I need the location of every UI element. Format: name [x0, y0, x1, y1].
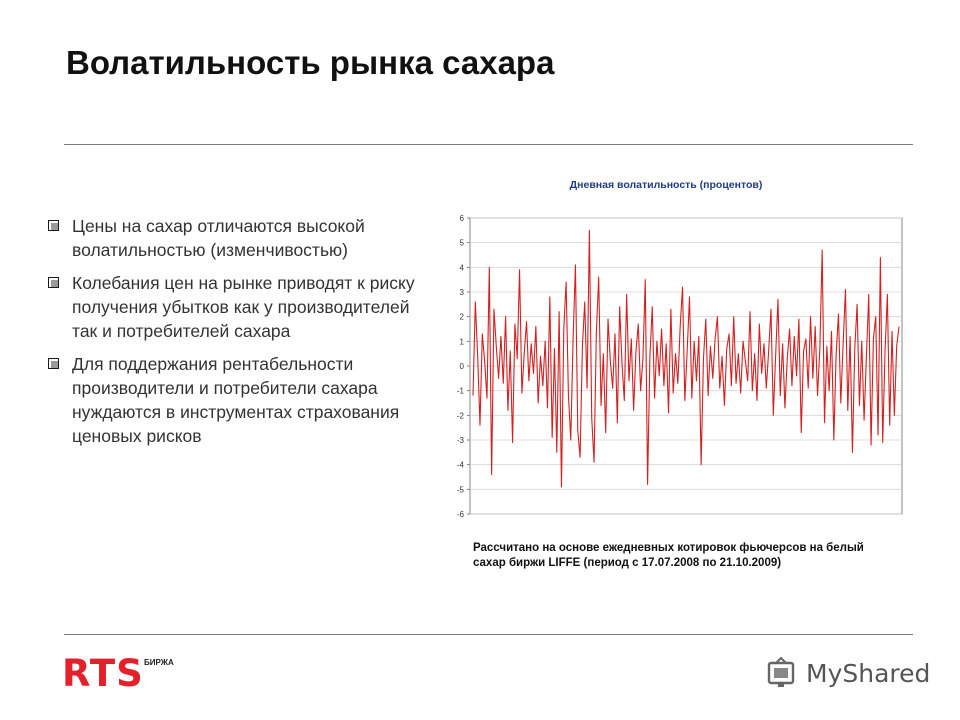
y-tick-label: -4	[456, 460, 464, 470]
y-tick-label: 5	[459, 238, 464, 248]
checkbox-bullet-icon	[48, 358, 59, 369]
list-item	[46, 214, 426, 262]
y-tick-label: 6	[459, 214, 464, 223]
y-tick-label: 3	[459, 288, 464, 297]
rts-logo-text: RTS	[62, 652, 144, 695]
myshared-logo-icon	[766, 657, 800, 691]
y-tick-label: -1	[456, 386, 464, 396]
rts-logo-subtitle: БИРЖА	[144, 658, 174, 667]
checkbox-bullet-icon	[48, 277, 59, 288]
rts-logo	[62, 652, 192, 695]
source-note: Рассчитано на основе ежедневных котировок фьючерсов на белый сахар биржи LIFFE (период с 17.07.2008 по 21.10.2009)	[473, 542, 864, 569]
chart-title: Дневная волатильность (процентов)	[569, 179, 763, 191]
page-title: Волатильность рынка сахара	[66, 44, 555, 81]
list-item	[46, 271, 426, 343]
y-tick-label: 2	[459, 312, 464, 322]
y-tick-label: 4	[459, 263, 464, 273]
bullet-text: Колебания цен на рынке приводят к риску получения убытков как у производителей так и потребителей сахара	[72, 273, 415, 341]
checkbox-bullet-icon	[48, 220, 59, 231]
bullet-list	[46, 214, 426, 457]
myshared-logo	[766, 655, 931, 691]
top-divider	[64, 144, 913, 145]
y-tick-label: 0	[459, 362, 464, 371]
bottom-divider	[64, 634, 913, 635]
bullet-text: Цены на сахар отличаются высокой волатильностью (изменчивостью)	[72, 216, 365, 260]
y-tick-label: -3	[456, 436, 464, 445]
y-tick-label: -6	[456, 510, 464, 519]
y-tick-label: -2	[456, 411, 464, 421]
list-item	[46, 352, 426, 448]
bullet-text: Для поддержания рентабельности производители и потребители сахара нуждаются в инструментах страхования ценовых рисков	[72, 354, 400, 446]
y-tick-label: 1	[459, 337, 464, 347]
myshared-logo-text: MyShared	[806, 659, 931, 688]
volatility-chart	[440, 210, 910, 522]
y-tick-label: -5	[456, 485, 464, 495]
